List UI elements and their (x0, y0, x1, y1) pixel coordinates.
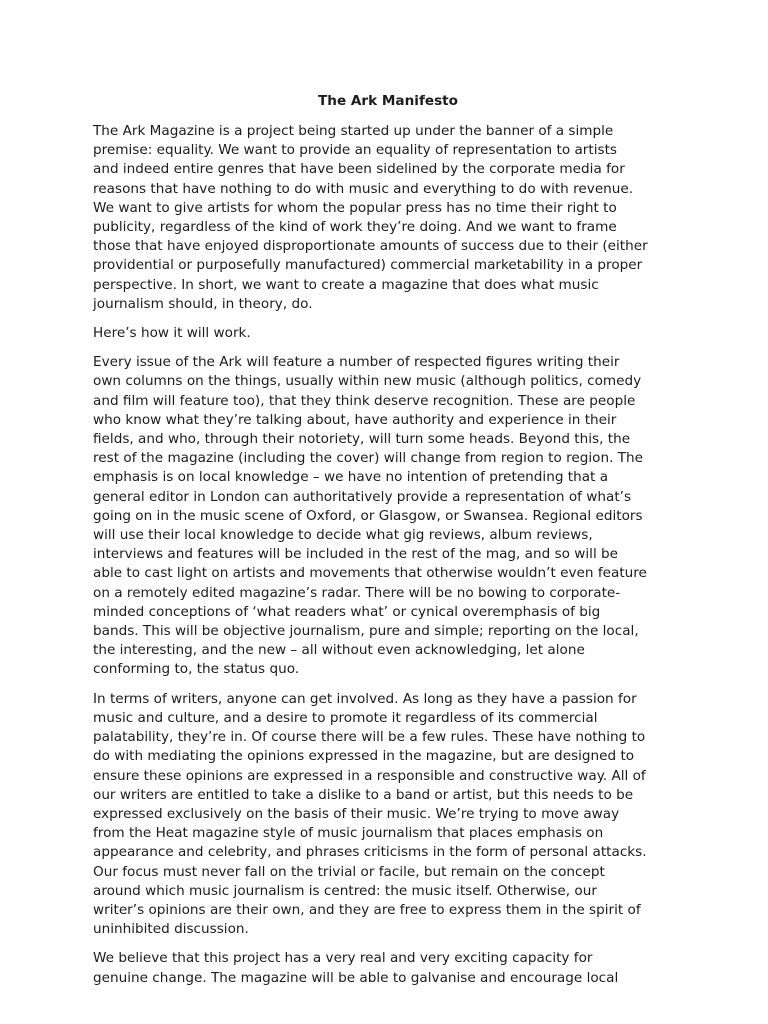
text-line: appearance and celebrity, and phrases criticisms in the form of personal attacks. (93, 844, 647, 861)
text-line: We believe that this project has a very real and very exciting capacity for (93, 950, 593, 967)
text-line: emphasis is on local knowledge – we have no intention of pretending that a (93, 469, 609, 486)
text-line: palatability, they’re in. Of course there will be a few rules. These have nothing to (93, 729, 646, 746)
text-line: ensure these opinions are expressed in a responsible and constructive way. All of (93, 767, 646, 784)
text-line: music and culture, and a desire to promote it regardless of its commercial (93, 709, 598, 726)
text-line: Every issue of the Ark will feature a number of respected figures writing their (93, 354, 620, 371)
text-line: general editor in London can authoritatively provide a representation of what’s (93, 488, 632, 505)
text-line: providential or purposefully manufactured) commercial marketability in a proper (93, 257, 643, 274)
paragraph-belief (93, 949, 683, 987)
text-line: those that have enjoyed disproportionate amounts of success due to their (either (93, 238, 648, 255)
text-line: In terms of writers, anyone can get involved. As long as they have a passion for (93, 690, 637, 707)
text-line: conforming to, the status quo. (93, 661, 300, 678)
text-line: fields, and who, through their notoriety, will turn some heads. Beyond this, the (93, 431, 631, 448)
text-line: publicity, regardless of the kind of work they’re doing. And we want to frame (93, 219, 617, 236)
text-line: Here’s how it will work. (93, 325, 251, 342)
text-line: and indeed entire genres that have been sidelined by the corporate media for (93, 161, 625, 178)
text-line: going on in the music scene of Oxford, or Glasgow, or Swansea. Regional editors (93, 507, 643, 524)
text-line: who know what they’re talking about, have authority and experience in their (93, 411, 617, 428)
text-line: will use their local knowledge to decide what gig reviews, album reviews, (93, 527, 593, 544)
document-title: The Ark Manifesto (318, 93, 458, 109)
text-line: journalism should, in theory, do. (93, 295, 313, 312)
text-line: uninhibited discussion. (93, 921, 249, 938)
text-line: We want to give artists for whom the popular press has no time their right to (93, 199, 617, 216)
text-line: interviews and features will be included in the rest of the mag, and so will be (93, 546, 619, 563)
text-line: able to cast light on artists and movements that otherwise wouldn’t even feature (93, 565, 647, 582)
text-line: The Ark Magazine is a project being started up under the banner of a simple (93, 123, 614, 139)
text-line: own columns on the things, usually within new music (although politics, comedy (93, 373, 642, 390)
text-line: our writers are entitled to take a dislike to a band or artist, but this needs to be (93, 786, 634, 803)
text-line: genuine change. The magazine will be able to galvanise and encourage local (93, 969, 619, 986)
paragraph-issue-features (93, 353, 683, 679)
text-line: on a remotely edited magazine’s radar. There will be no bowing to corporate- (93, 584, 621, 601)
text-line: premise: equality. We want to provide an equality of representation to artists (93, 142, 617, 159)
text-line: writer’s opinions are their own, and they are free to express them in the spirit of (93, 901, 641, 918)
text-line: rest of the magazine (including the cover) will change from region to region. The (93, 450, 644, 467)
text-line: around which music journalism is centred: the music itself. Otherwise, our (93, 882, 597, 899)
document-page (93, 92, 683, 998)
text-line: expressed exclusively on the basis of their music. We’re trying to move away (93, 805, 620, 822)
paragraph-writers (93, 690, 683, 940)
text-line: perspective. In short, we want to create a magazine that does what music (93, 276, 599, 293)
text-line: do with mediating the opinions expressed in the magazine, but are designed to (93, 748, 635, 765)
text-line: from the Heat magazine style of music journalism that places emphasis on (93, 825, 604, 842)
text-line: and film will feature too), that they think deserve recognition. These are people (93, 392, 636, 409)
text-line: Our focus must never fall on the trivial or facile, but remain on the concept (93, 863, 605, 880)
text-line: reasons that have nothing to do with music and everything to do with revenue. (93, 180, 634, 197)
text-line: bands. This will be objective journalism, pure and simple; reporting on the local, (93, 623, 639, 640)
paragraph-how-it-works (93, 324, 683, 343)
paragraph-intro (93, 122, 683, 314)
text-line: minded conceptions of ‘what readers what’ or cynical overemphasis of big (93, 603, 601, 620)
text-line: the interesting, and the new – all without even acknowledging, let alone (93, 642, 585, 659)
